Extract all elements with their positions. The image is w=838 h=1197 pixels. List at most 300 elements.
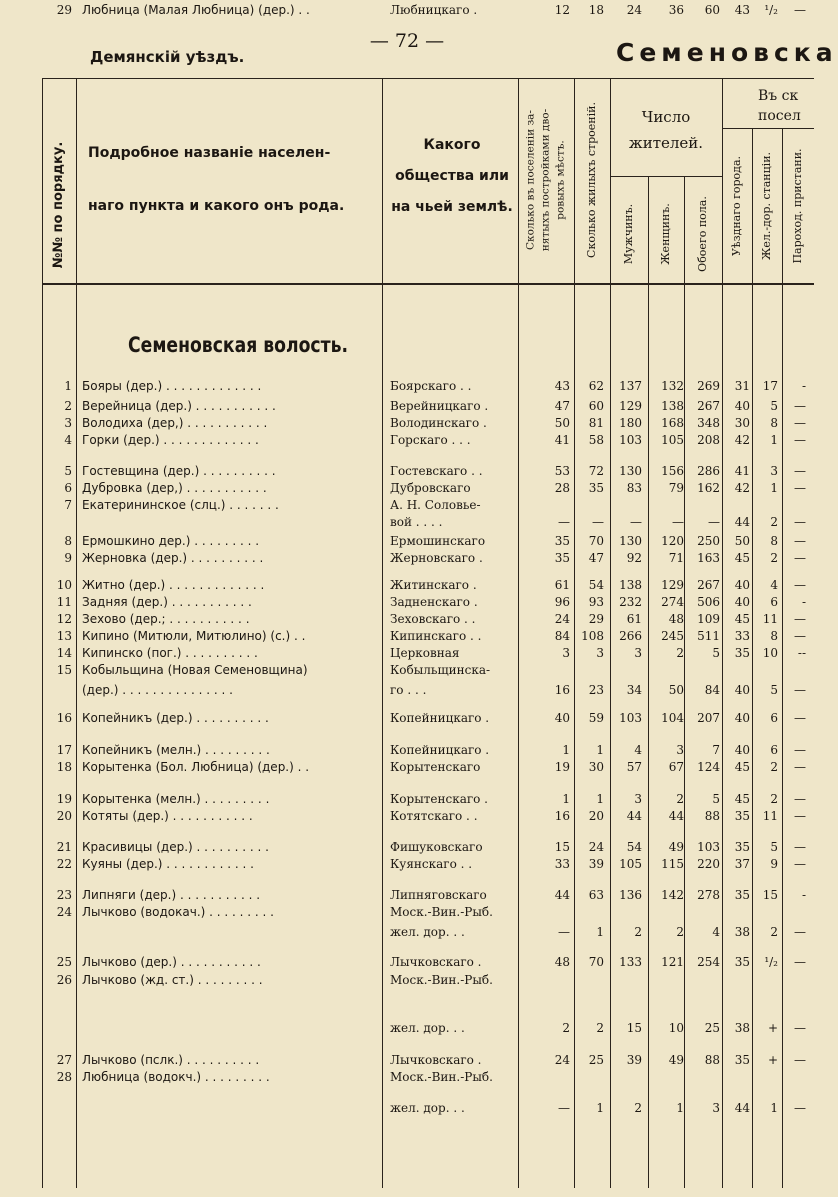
- dvor-count: 53: [554, 464, 570, 478]
- row-number: 26: [56, 973, 72, 987]
- men-count: 2: [634, 925, 642, 939]
- header-soc-line1: Какого: [423, 137, 481, 153]
- dvor-count: 61: [554, 578, 570, 592]
- settlement-name: Лычково (пслк.) . . . . . . . . . .: [82, 1053, 260, 1067]
- settlement-name: Ермошкино дер.) . . . . . . . . .: [82, 534, 260, 548]
- settlement-name: Дубровка (дер,) . . . . . . . . . . .: [82, 481, 267, 495]
- total-count: 267: [697, 399, 720, 413]
- stroen-count: 93: [588, 595, 604, 609]
- settlement-name: Любница (Малая Любница) (дер.) . .: [82, 3, 310, 17]
- dist-parokh: —: [794, 1021, 806, 1035]
- women-count: 2: [676, 646, 684, 660]
- society-name: Боярскаго . .: [390, 379, 472, 393]
- dist-zhd-stanc: 2: [770, 925, 778, 939]
- women-count: 121: [661, 955, 684, 969]
- dist-uezd-gorod: 41: [734, 464, 750, 478]
- header-no: №№ по порядку.: [51, 141, 66, 269]
- dist-uezd-gorod: 37: [734, 857, 750, 871]
- total-count: 103: [697, 840, 720, 854]
- men-count: 129: [619, 399, 642, 413]
- dist-parokh: -: [801, 888, 806, 902]
- society-name: Верейницкаго .: [390, 399, 489, 413]
- dist-parokh: -: [801, 595, 806, 609]
- row-number: 25: [56, 955, 72, 969]
- table-row: [0, 376, 814, 396]
- dist-parokh: —: [794, 1053, 806, 1067]
- dist-zhd-stanc: 6: [770, 711, 778, 725]
- women-count: 49: [668, 840, 684, 854]
- header-name-line2: наго пункта и какого онъ рода.: [88, 198, 345, 214]
- society-name: Моск.-Вин.-Рыб.: [390, 973, 493, 987]
- society-name: Котятскаго . .: [390, 809, 478, 823]
- men-count: 57: [626, 760, 642, 774]
- dist-zhd-stanc: 2: [770, 515, 778, 529]
- dist-uezd-gorod: 43: [734, 3, 750, 17]
- dist-uezd-gorod: 35: [734, 888, 750, 902]
- dist-parokh: --: [797, 646, 806, 660]
- row-number: 28: [56, 1070, 72, 1084]
- dist-parokh: —: [794, 1101, 806, 1115]
- header-zhd-stanc: Жел.-дор. станціи.: [760, 151, 773, 261]
- society-name: Куянскаго . .: [390, 857, 473, 871]
- total-count: 506: [697, 595, 720, 609]
- society-name: Лычковскаго .: [390, 1053, 482, 1067]
- stroen-count: 20: [588, 809, 604, 823]
- dist-zhd-stanc: 5: [770, 683, 778, 697]
- table-row: [0, 952, 814, 972]
- table-row: [0, 680, 814, 700]
- dist-parokh: —: [794, 857, 806, 871]
- table-row: [0, 512, 814, 532]
- dist-parokh: —: [794, 711, 806, 725]
- header-soc: [386, 130, 518, 223]
- dist-uezd-gorod: 45: [734, 551, 750, 565]
- men-count: 266: [619, 629, 642, 643]
- society-name: Любницкаго .: [390, 3, 478, 17]
- row-number: 17: [56, 743, 72, 757]
- dist-zhd-stanc: 6: [770, 595, 778, 609]
- society-name: Кобыльщинска-: [390, 663, 491, 677]
- dist-uezd-gorod: 50: [734, 534, 750, 548]
- dist-zhd-stanc: 1: [770, 433, 778, 447]
- dist-uezd-gorod: 40: [734, 711, 750, 725]
- dvor-count: 15: [554, 840, 570, 854]
- settlement-name: (дер.) . . . . . . . . . . . . . . .: [82, 683, 233, 697]
- men-count: 61: [626, 612, 642, 626]
- header-name-line1: Подробное названіе населен-: [88, 145, 331, 161]
- stroen-count: 29: [588, 612, 604, 626]
- dist-parokh: —: [794, 433, 806, 447]
- society-name: Моск.-Вин.-Рыб.: [390, 905, 493, 919]
- dist-parokh: —: [794, 515, 806, 529]
- row-number: 22: [56, 857, 72, 871]
- society-name: Горскаго . . .: [390, 433, 471, 447]
- stroen-count: 70: [588, 534, 604, 548]
- dist-parokh: —: [794, 925, 806, 939]
- men-count: 130: [619, 534, 642, 548]
- women-count: 115: [661, 857, 684, 871]
- row-number: 19: [56, 792, 72, 806]
- table-row: [0, 757, 814, 777]
- chislo-divider: [610, 176, 722, 177]
- dvor-count: 1: [562, 743, 570, 757]
- total-count: —: [708, 515, 720, 529]
- settlement-name: Корытенка (Бол. Любница) (дер.) . .: [82, 760, 310, 774]
- table-row: [0, 970, 814, 990]
- settlement-name: Зехово (дер.; . . . . . . . . . . .: [82, 612, 250, 626]
- women-count: 10: [668, 1021, 684, 1035]
- row-number: 23: [56, 888, 72, 902]
- women-count: 2: [676, 925, 684, 939]
- total-count: 4: [712, 925, 720, 939]
- dist-parokh: —: [794, 464, 806, 478]
- women-count: 49: [668, 1053, 684, 1067]
- row-number: 29: [56, 3, 72, 17]
- row-number: 7: [64, 498, 72, 512]
- society-name: Корытенскаго: [390, 760, 481, 774]
- dist-zhd-stanc: 2: [770, 551, 778, 565]
- settlement-name: Лычково (дер.) . . . . . . . . . . .: [82, 955, 261, 969]
- dist-parokh: —: [794, 809, 806, 823]
- total-count: 7: [712, 743, 720, 757]
- dvor-count: 28: [554, 481, 570, 495]
- society-name: Житинскаго .: [390, 578, 477, 592]
- header-dvor-text: Сколько въ поселеніи за- нятыхъ постройками дво- ровыхъ мѣстъ.: [524, 108, 567, 252]
- total-count: 5: [712, 646, 720, 660]
- dist-uezd-gorod: 35: [734, 809, 750, 823]
- total-count: 511: [697, 629, 720, 643]
- dist-zhd-stanc: 2: [770, 792, 778, 806]
- dist-zhd-stanc: 8: [770, 416, 778, 430]
- men-count: 130: [619, 464, 642, 478]
- society-name: вой . . . .: [390, 515, 443, 529]
- dist-uezd-gorod: 33: [734, 629, 750, 643]
- table-row: [0, 922, 814, 942]
- dvor-count: 16: [554, 683, 570, 697]
- women-count: 71: [668, 551, 684, 565]
- table-row: [0, 548, 814, 568]
- stroen-count: 60: [588, 399, 604, 413]
- settlement-name: Гостевщина (дер.) . . . . . . . . . .: [82, 464, 276, 478]
- row-number: 13: [56, 629, 72, 643]
- dvor-count: 2: [562, 1021, 570, 1035]
- men-count: 103: [619, 433, 642, 447]
- total-count: 254: [697, 955, 720, 969]
- dist-parokh: —: [794, 840, 806, 854]
- stroen-count: 39: [588, 857, 604, 871]
- women-count: 274: [661, 595, 684, 609]
- dist-zhd-stanc: 11: [762, 809, 778, 823]
- dvor-count: 41: [554, 433, 570, 447]
- stroen-count: 1: [596, 1101, 604, 1115]
- stroen-count: 3: [596, 646, 604, 660]
- total-count: 88: [704, 1053, 720, 1067]
- settlement-name: Верейница (дер.) . . . . . . . . . . .: [82, 399, 276, 413]
- women-count: 50: [668, 683, 684, 697]
- dist-parokh: —: [794, 629, 806, 643]
- settlement-name: Задняя (дер.) . . . . . . . . . . .: [82, 595, 252, 609]
- row-number: 3: [64, 416, 72, 430]
- header-name: [88, 138, 344, 222]
- women-count: —: [672, 515, 684, 529]
- men-count: 44: [626, 809, 642, 823]
- row-number: 20: [56, 809, 72, 823]
- total-count: 109: [697, 612, 720, 626]
- dist-uezd-gorod: 38: [734, 925, 750, 939]
- row-number: 21: [56, 840, 72, 854]
- row-number: 27: [56, 1053, 72, 1067]
- header-parokh: Пароход. пристани.: [791, 148, 804, 264]
- header-vsk-line1: Въ ск: [758, 88, 799, 104]
- society-name: Ермошинскаго: [390, 534, 486, 548]
- table-row: [0, 1098, 814, 1118]
- dist-uezd-gorod: 40: [734, 399, 750, 413]
- settlement-name: Куяны (дер.) . . . . . . . . . . . .: [82, 857, 254, 871]
- stroen-count: —: [592, 515, 604, 529]
- row-number: 15: [56, 663, 72, 677]
- dist-parokh: —: [794, 551, 806, 565]
- dist-zhd-stanc: +: [767, 1021, 778, 1035]
- total-count: 208: [697, 433, 720, 447]
- society-name: Фишуковскаго: [390, 840, 483, 854]
- header-obo: Обоего пола.: [696, 196, 709, 272]
- settlement-name: Корытенка (мелн.) . . . . . . . . .: [82, 792, 270, 806]
- dist-zhd-stanc: ¹/₂: [764, 3, 778, 17]
- total-count: 84: [704, 683, 720, 697]
- header-vsk: [758, 86, 801, 126]
- society-name: жел. дор. . .: [390, 1101, 465, 1115]
- dvor-count: 24: [554, 1053, 570, 1067]
- dist-uezd-gorod: 35: [734, 955, 750, 969]
- dvor-count: 3: [562, 646, 570, 660]
- dist-parokh: —: [794, 743, 806, 757]
- women-count: 138: [661, 399, 684, 413]
- dist-uezd-gorod: 30: [734, 416, 750, 430]
- men-count: 180: [619, 416, 642, 430]
- total-count: 5: [712, 792, 720, 806]
- society-name: Лычковскаго .: [390, 955, 482, 969]
- header-chislo-line1: Число: [641, 108, 691, 126]
- society-name: жел. дор. . .: [390, 925, 465, 939]
- dvor-count: —: [558, 1101, 570, 1115]
- dist-zhd-stanc: 1: [770, 481, 778, 495]
- dist-parokh: —: [794, 792, 806, 806]
- total-count: 3: [712, 1101, 720, 1115]
- settlement-name: Екатерининское (слц.) . . . . . . .: [82, 498, 279, 512]
- dist-zhd-stanc: 5: [770, 399, 778, 413]
- society-name: Володинскаго .: [390, 416, 487, 430]
- men-count: 2: [634, 1101, 642, 1115]
- dist-uezd-gorod: 42: [734, 481, 750, 495]
- men-count: 105: [619, 857, 642, 871]
- settlement-name: Кипинско (пог.) . . . . . . . . . .: [82, 646, 258, 660]
- women-count: 142: [661, 888, 684, 902]
- dvor-count: 84: [554, 629, 570, 643]
- dist-parokh: —: [794, 416, 806, 430]
- district-title: Демянскій уѣздъ.: [90, 48, 245, 66]
- total-count: 348: [697, 416, 720, 430]
- settlement-name: Красивицы (дер.) . . . . . . . . . .: [82, 840, 269, 854]
- stroen-count: 25: [588, 1053, 604, 1067]
- total-count: 207: [697, 711, 720, 725]
- dist-parokh: —: [794, 955, 806, 969]
- society-name: Липняговскаго: [390, 888, 487, 902]
- dist-uezd-gorod: 31: [734, 379, 750, 393]
- men-count: 232: [619, 595, 642, 609]
- settlement-name: Горки (дер.) . . . . . . . . . . . . .: [82, 433, 259, 447]
- total-count: 269: [697, 379, 720, 393]
- dist-zhd-stanc: 5: [770, 840, 778, 854]
- men-count: 39: [626, 1053, 642, 1067]
- total-count: 60: [704, 3, 720, 17]
- dist-uezd-gorod: 35: [734, 840, 750, 854]
- dist-zhd-stanc: 3: [770, 464, 778, 478]
- section-title: Семеновская волость.: [128, 333, 349, 357]
- society-name: А. Н. Соловье-: [390, 498, 481, 512]
- dvor-count: 24: [554, 612, 570, 626]
- dist-zhd-stanc: 17: [762, 379, 778, 393]
- women-count: 168: [661, 416, 684, 430]
- dist-zhd-stanc: 15: [762, 888, 778, 902]
- settlement-name: Лычково (жд. ст.) . . . . . . . . .: [82, 973, 263, 987]
- dvor-count: 1: [562, 792, 570, 806]
- women-count: 3: [676, 743, 684, 757]
- row-number: 18: [56, 760, 72, 774]
- stroen-count: 62: [588, 379, 604, 393]
- society-name: Кипинскаго . .: [390, 629, 482, 643]
- stroen-count: 63: [588, 888, 604, 902]
- men-count: —: [630, 515, 642, 529]
- dist-zhd-stanc: 9: [770, 857, 778, 871]
- dist-zhd-stanc: 8: [770, 534, 778, 548]
- header-zhen: Женщинъ.: [659, 203, 672, 265]
- stroen-count: 70: [588, 955, 604, 969]
- total-count: 124: [697, 760, 720, 774]
- page-number: — 72 —: [369, 30, 445, 52]
- dist-uezd-gorod: 38: [734, 1021, 750, 1035]
- women-count: 245: [661, 629, 684, 643]
- header-dvor: [524, 85, 569, 275]
- dvor-count: 43: [554, 379, 570, 393]
- women-count: 132: [661, 379, 684, 393]
- settlement-name: Копейникъ (дер.) . . . . . . . . . .: [82, 711, 269, 725]
- dvor-count: 35: [554, 551, 570, 565]
- row-number: 14: [56, 646, 72, 660]
- dvor-count: 40: [554, 711, 570, 725]
- stroen-count: 24: [588, 840, 604, 854]
- settlement-name: Кипино (Митюли, Митюлино) (с.) . .: [82, 629, 306, 643]
- row-number: 1: [64, 379, 72, 393]
- settlement-name: Бояры (дер.) . . . . . . . . . . . . .: [82, 379, 262, 393]
- dvor-count: 19: [554, 760, 570, 774]
- row-number: 2: [64, 399, 72, 413]
- dist-parokh: —: [794, 399, 806, 413]
- women-count: 79: [668, 481, 684, 495]
- women-count: 105: [661, 433, 684, 447]
- stroen-count: 47: [588, 551, 604, 565]
- dist-uezd-gorod: 35: [734, 1053, 750, 1067]
- women-count: 120: [661, 534, 684, 548]
- men-count: 34: [626, 683, 642, 697]
- stroen-count: 18: [588, 3, 604, 17]
- total-count: 88: [704, 809, 720, 823]
- header-muzh: Мужчинъ.: [622, 203, 635, 265]
- society-name: Корытенскаго .: [390, 792, 488, 806]
- dist-zhd-stanc: 11: [762, 612, 778, 626]
- dist-parokh: —: [794, 612, 806, 626]
- men-count: 4: [634, 743, 642, 757]
- header-soc-line2: общества или: [395, 168, 509, 184]
- dvor-count: 33: [554, 857, 570, 871]
- men-count: 103: [619, 711, 642, 725]
- dist-uezd-gorod: 45: [734, 612, 750, 626]
- dvor-count: 50: [554, 416, 570, 430]
- men-count: 138: [619, 578, 642, 592]
- dvor-count: 35: [554, 534, 570, 548]
- stroen-count: 108: [581, 629, 604, 643]
- header-uezd-gorod: Уѣзднаго города.: [730, 155, 743, 257]
- stroen-count: 35: [588, 481, 604, 495]
- row-number: 12: [56, 612, 72, 626]
- women-count: 48: [668, 612, 684, 626]
- dist-zhd-stanc: ¹/₂: [764, 955, 778, 969]
- table-row: [0, 0, 814, 20]
- dvor-count: 96: [554, 595, 570, 609]
- dist-zhd-stanc: 10: [762, 646, 778, 660]
- dist-uezd-gorod: 35: [734, 646, 750, 660]
- women-count: 104: [661, 711, 684, 725]
- dist-zhd-stanc: 6: [770, 743, 778, 757]
- stroen-count: 23: [588, 683, 604, 697]
- header-chislo: [610, 104, 722, 156]
- dist-parokh: —: [794, 683, 806, 697]
- dist-zhd-stanc: 4: [770, 578, 778, 592]
- table-row: [0, 660, 814, 680]
- vsk-divider: [722, 128, 814, 129]
- table-row: [0, 902, 814, 922]
- dist-uezd-gorod: 44: [734, 515, 750, 529]
- stroen-count: 2: [596, 1021, 604, 1035]
- women-count: 156: [661, 464, 684, 478]
- total-count: 267: [697, 578, 720, 592]
- table-top-border: [42, 78, 814, 79]
- total-count: 250: [697, 534, 720, 548]
- table-row: [0, 806, 814, 826]
- men-count: 3: [634, 792, 642, 806]
- dist-uezd-gorod: 42: [734, 433, 750, 447]
- dvor-count: 12: [554, 3, 570, 17]
- total-count: 220: [697, 857, 720, 871]
- header-chislo-line2: жителей.: [628, 134, 704, 152]
- row-number: 16: [56, 711, 72, 725]
- stroen-count: 1: [596, 925, 604, 939]
- settlement-name: Любница (водокч.) . . . . . . . . .: [82, 1070, 270, 1084]
- dvor-count: 44: [554, 888, 570, 902]
- dist-parokh: -: [801, 379, 806, 393]
- table-row: [0, 430, 814, 450]
- society-name: Зеховскаго . .: [390, 612, 476, 626]
- dist-zhd-stanc: +: [767, 1053, 778, 1067]
- society-name: Церковная: [390, 646, 460, 660]
- table-row: [0, 708, 814, 728]
- row-number: 8: [64, 534, 72, 548]
- dist-zhd-stanc: 1: [770, 1101, 778, 1115]
- men-count: 3: [634, 646, 642, 660]
- men-count: 24: [626, 3, 642, 17]
- women-count: 1: [676, 1101, 684, 1115]
- settlement-name: Липняги (дер.) . . . . . . . . . . .: [82, 888, 261, 902]
- settlement-name: Кобыльщина (Новая Семеновщина): [82, 663, 308, 677]
